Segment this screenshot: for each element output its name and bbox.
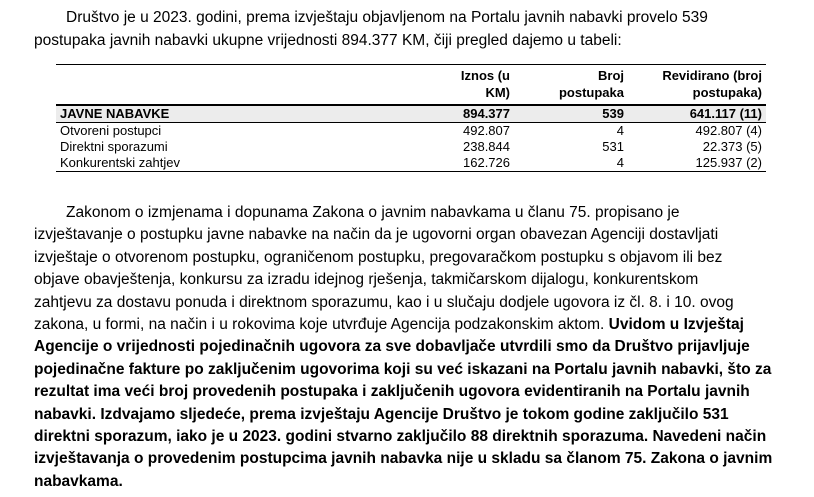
- table-header-row: [56, 65, 766, 106]
- body-line: izvještaje o otvorenom postupku, ograničenom postupku, pregovaračkom postupku s objavom ili bez: [34, 248, 723, 266]
- row-count: 4: [616, 123, 624, 138]
- total-revised: 641.117 (11): [628, 105, 766, 123]
- row-amount: 238.844: [463, 139, 510, 154]
- header-label: [56, 65, 396, 106]
- body-bold-line: direktni sporazum, iako je u 2023. godini stvarno zaključilo 88 direktnih sporazuma. Navedeni način: [34, 428, 767, 446]
- intro-line: postupaka javnih nabavki ukupne vrijednosti 894.377 KM, čiji pregled dajemo u tabeli:: [34, 32, 622, 49]
- body-bold-line: rezultat ima veći broj provedenih postupaka i zaključenih ugovora evidentiranih na Portalu javnih: [34, 383, 750, 401]
- table-row: [56, 139, 766, 155]
- row-amount: 492.807: [463, 123, 510, 138]
- row-count: 531: [602, 139, 624, 154]
- table-total-row: [56, 105, 766, 123]
- table-row: [56, 155, 766, 172]
- row-count: 4: [514, 155, 628, 172]
- body-bold-line: nabavki. Izdvajamo sljedeće, prema izvještaju Agencije Društvo je tokom godine zaključilo 531: [34, 405, 729, 423]
- body-line: zahtjevu za dostavu ponuda i direktnom sporazumu, kao i u slučaju dodjele ugovora iz čl. 8. i 10. ovog: [34, 293, 734, 311]
- intro-paragraph: [34, 6, 774, 52]
- row-label: Direktni sporazumi: [60, 139, 168, 154]
- total-amount: 894.377: [396, 105, 514, 123]
- table-row: [56, 123, 766, 140]
- body-bold-line: izvještavanja o provedenim postupcima javnih nabavka nije u skladu sa članom 75. Zakona o javnim: [34, 450, 773, 468]
- row-label: Konkurentski zahtjev: [56, 155, 396, 172]
- body-text: zakona, u formi, na način i u rokovima koje utvrđuje Agencija podzakonskim aktom.: [34, 316, 609, 334]
- row-revised: 125.937 (2): [628, 155, 766, 172]
- body-line: objave obavještenja, konkursu za izradu idejnog rješenja, takmičarskom dijalogu, konkurentskom: [34, 271, 699, 289]
- body-paragraph: [34, 202, 776, 493]
- body-line: Zakonom o izmjenama i dopunama Zakona o javnim nabavkama u članu 75. propisano je: [66, 204, 680, 221]
- header-count: Broj postupaka: [514, 65, 628, 106]
- body-line: [34, 314, 776, 336]
- header-revised: Revidirano (broj postupaka): [628, 65, 766, 106]
- total-count: 539: [514, 105, 628, 123]
- row-amount: 162.726: [396, 155, 514, 172]
- intro-line: Društvo je u 2023. godini, prema izvještaju objavljenom na Portalu javnih nabavki provelo 539: [66, 9, 708, 26]
- body-bold-line: Agencije o vrijednosti pojedinačnih ugovora za sve dobavljače utvrdili smo da Društvo prijavljuje: [34, 338, 750, 356]
- row-revised: 22.373 (5): [702, 139, 762, 154]
- header-amount: Iznos (u KM): [396, 65, 514, 106]
- body-bold-text: Uvidom u Izvještaj: [608, 316, 744, 334]
- body-bold-line: nabavkama.: [34, 472, 123, 490]
- row-label: Otvoreni postupci: [60, 123, 162, 138]
- row-revised: 492.807 (4): [695, 123, 762, 138]
- procurement-table: [56, 64, 766, 172]
- total-label: JAVNE NABAVKE: [56, 105, 396, 123]
- body-line: izvještavanje o postupku javne nabavke na način da je ugovorni organ obavezan Agenciji dostavljati: [34, 226, 719, 244]
- body-bold-line: pojedinačne fakture po zaključenim ugovorima koji su već iskazani na Portalu javnih nabavki, što za: [34, 360, 772, 378]
